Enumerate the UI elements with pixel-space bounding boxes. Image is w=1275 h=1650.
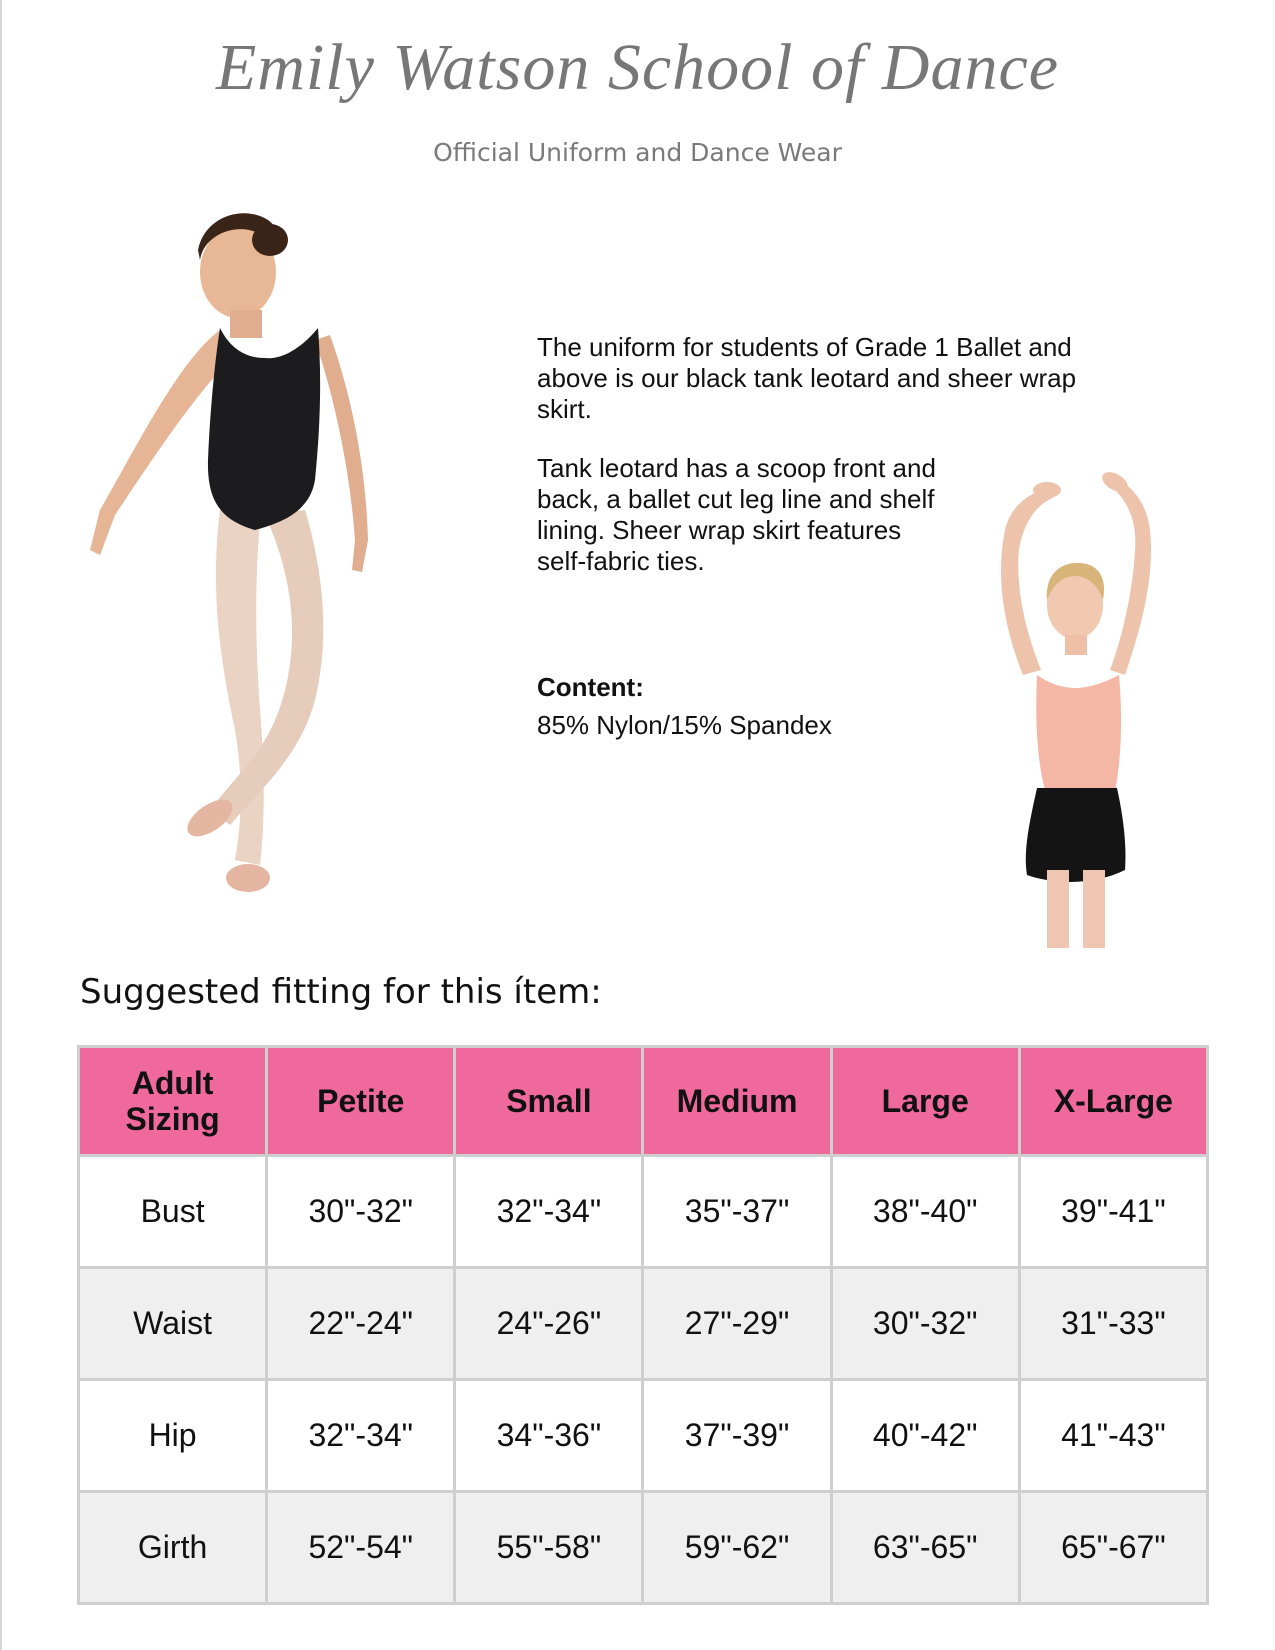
description-paragraph-1: The uniform for students of Grade 1 Ballet and above is our black tank leotard and sheer wrap skirt.: [537, 332, 1077, 424]
table-cell: 37"-39": [643, 1380, 831, 1492]
row-label: Hip: [79, 1380, 267, 1492]
page-subtitle: Official Uniform and Dance Wear: [433, 138, 842, 167]
sizing-table: [77, 1045, 1209, 1605]
table-cell: 32"-34": [455, 1156, 643, 1268]
sizing-table-header-row: [79, 1047, 1208, 1156]
table-cell: 65"-67": [1019, 1492, 1207, 1604]
table-cell: 63"-65": [831, 1492, 1019, 1604]
table-cell: 38"-40": [831, 1156, 1019, 1268]
table-cell: 31"-33": [1019, 1268, 1207, 1380]
table-cell: 35"-37": [643, 1156, 831, 1268]
header-adult-sizing: Adult Sizing: [79, 1047, 267, 1156]
content-heading: Content:: [537, 672, 644, 702]
table-cell: 24"-26": [455, 1268, 643, 1380]
page-title: Emily Watson School of Dance: [215, 31, 1060, 104]
content-value: 85% Nylon/15% Spandex: [537, 710, 832, 740]
header-medium: Medium: [643, 1047, 831, 1156]
header-petite: Petite: [267, 1047, 455, 1156]
header-large: Large: [831, 1047, 1019, 1156]
row-label: Bust: [79, 1156, 267, 1268]
dancer-leotard-photo: [70, 210, 390, 930]
row-label: Girth: [79, 1492, 267, 1604]
table-cell: 40"-42": [831, 1380, 1019, 1492]
table-cell: 39"-41": [1019, 1156, 1207, 1268]
table-row-waist: [79, 1268, 1208, 1380]
header-small: Small: [455, 1047, 643, 1156]
dancer-wrap-skirt-photo: [975, 470, 1185, 950]
table-row-hip: [79, 1380, 1208, 1492]
fitting-heading: Suggested fitting for this ítem:: [80, 972, 602, 1012]
table-row-bust: [79, 1156, 1208, 1268]
table-cell: 30"-32": [831, 1268, 1019, 1380]
table-cell: 41"-43": [1019, 1380, 1207, 1492]
table-row-girth: [79, 1492, 1208, 1604]
table-cell: 30"-32": [267, 1156, 455, 1268]
table-cell: 52"-54": [267, 1492, 455, 1604]
table-cell: 59"-62": [643, 1492, 831, 1604]
table-cell: 34"-36": [455, 1380, 643, 1492]
table-cell: 55"-58": [455, 1492, 643, 1604]
description-paragraph-2: Tank leotard has a scoop front and back, a ballet cut leg line and shelf lining. Sheer wrap skirt features self-fabric ties.: [537, 453, 936, 576]
page-left-rule: [0, 0, 2, 1650]
table-cell: 27"-29": [643, 1268, 831, 1380]
row-label: Waist: [79, 1268, 267, 1380]
table-cell: 32"-34": [267, 1380, 455, 1492]
table-cell: 22"-24": [267, 1268, 455, 1380]
header-x-large: X-Large: [1019, 1047, 1207, 1156]
